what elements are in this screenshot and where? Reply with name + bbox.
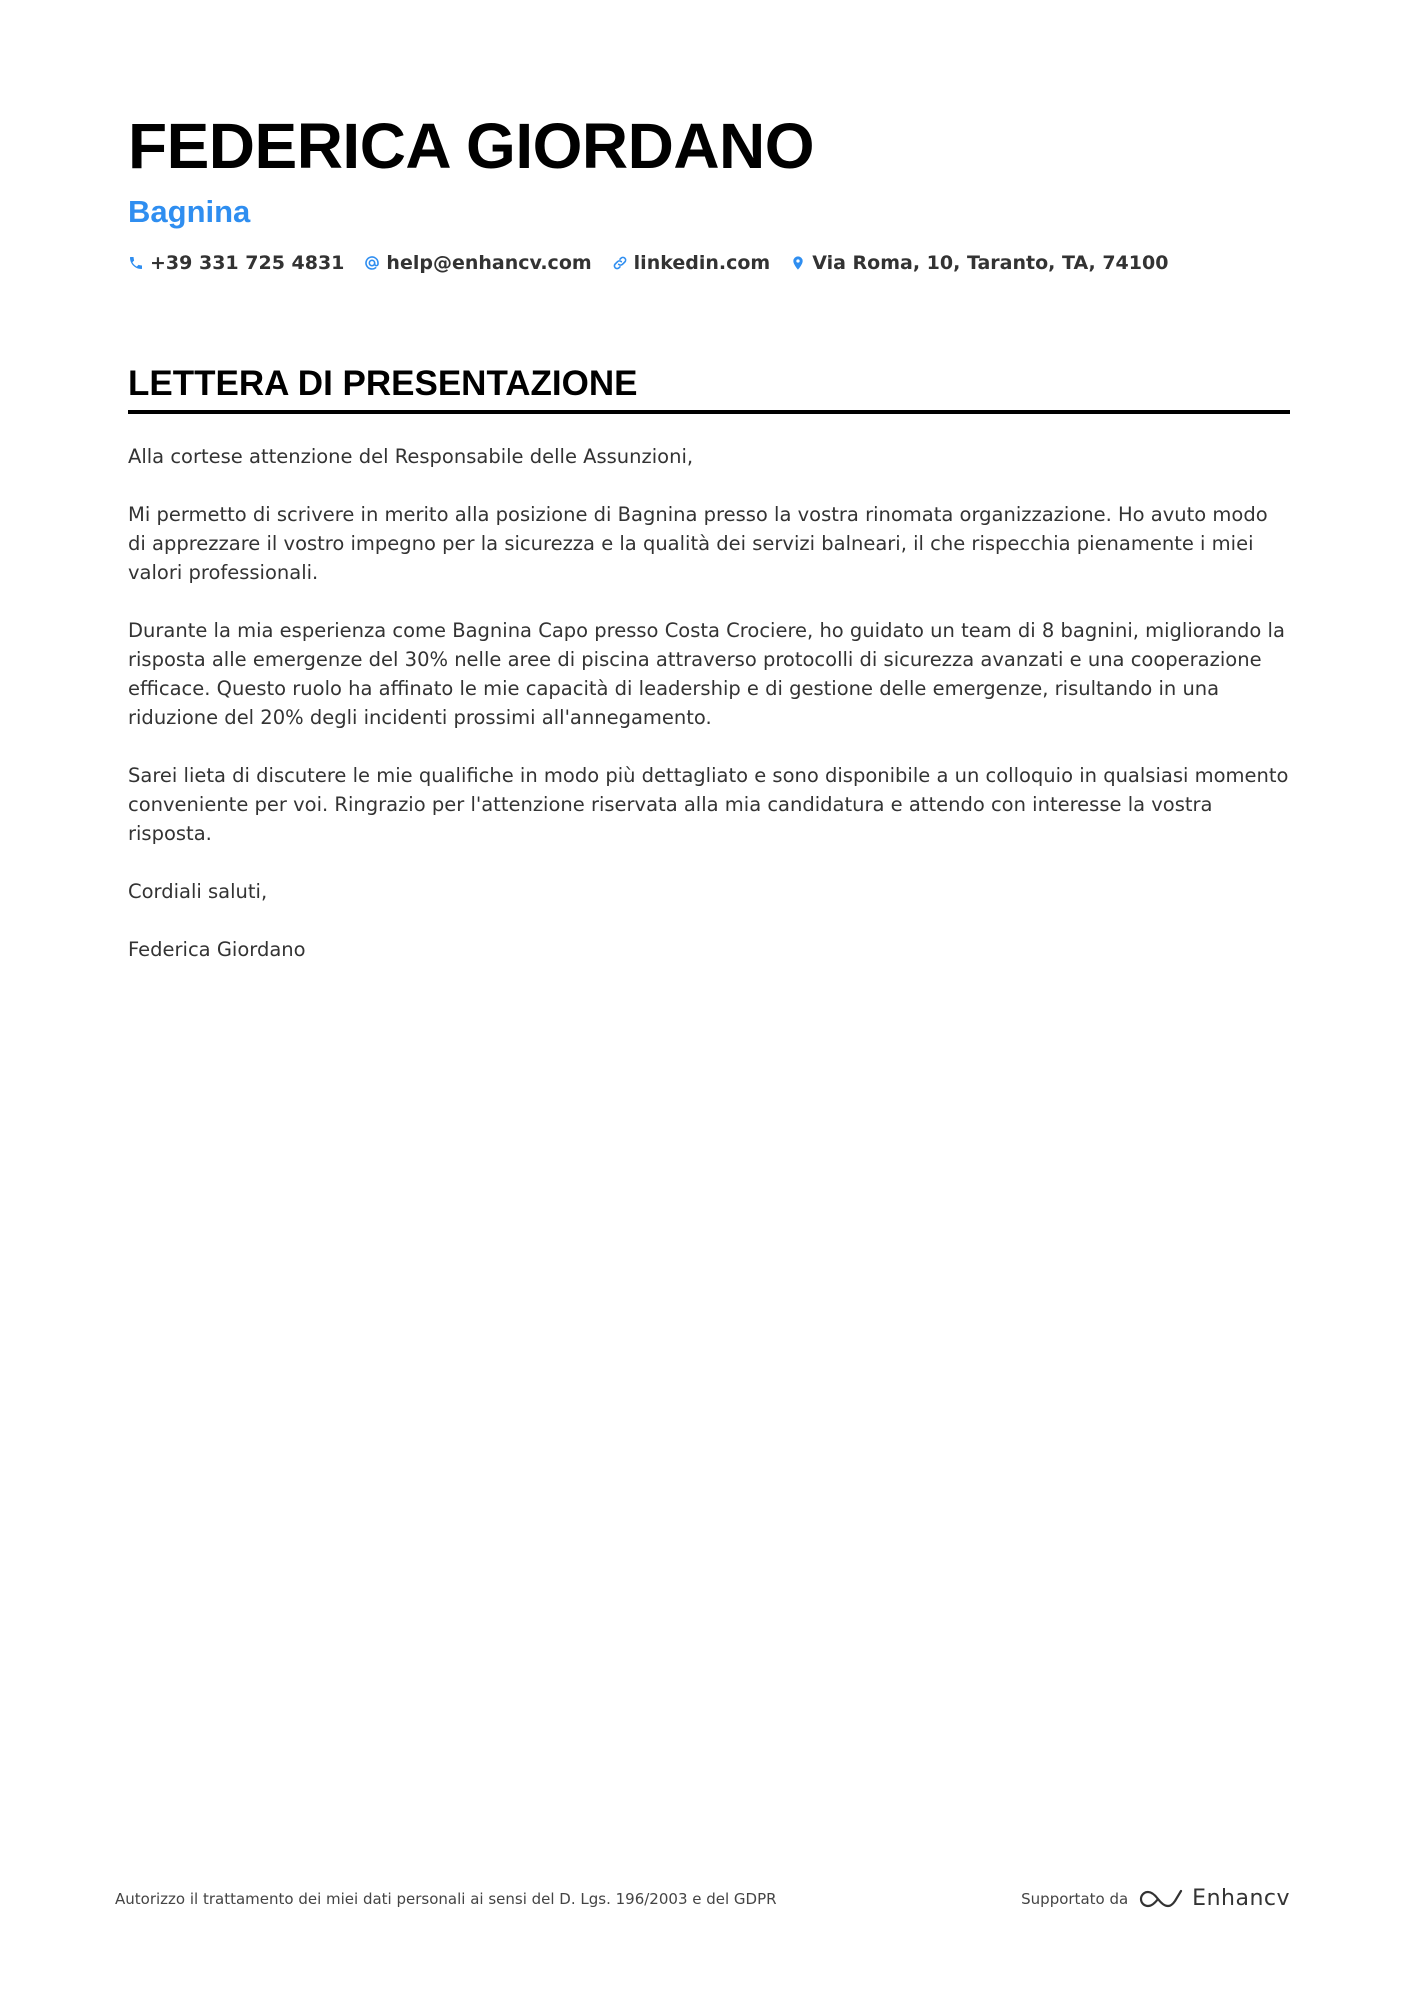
header bbox=[128, 108, 1288, 274]
enhancv-logo-icon bbox=[1138, 1887, 1184, 1911]
closing: Cordiali saluti, bbox=[128, 880, 268, 903]
contact-info bbox=[128, 252, 1288, 274]
link-icon bbox=[612, 255, 628, 271]
powered-by-label: Supportato da bbox=[1021, 1889, 1129, 1908]
email-address[interactable]: help@enhancv.com bbox=[386, 252, 592, 274]
contact-address bbox=[790, 252, 1168, 274]
letter-body bbox=[128, 442, 1290, 964]
contact-linkedin[interactable] bbox=[612, 252, 771, 274]
at-icon bbox=[364, 255, 380, 271]
brand-name: Enhancv bbox=[1192, 1886, 1290, 1911]
section-title: LETTERA DI PRESENTAZIONE bbox=[128, 362, 1290, 414]
signature: Federica Giordano bbox=[128, 938, 306, 961]
location-pin-icon bbox=[790, 255, 806, 271]
footer bbox=[115, 1886, 1290, 1911]
consent-text: Autorizzo il trattamento dei miei dati personali ai sensi del D. Lgs. 196/2003 e del GDPR bbox=[115, 1889, 777, 1908]
candidate-name: FEDERICA GIORDANO bbox=[128, 110, 815, 182]
paragraph-1: Mi permetto di scrivere in merito alla posizione di Bagnina presso la vostra rinomata organizzazione. Ho avuto modo di apprezzare il vostro impegno per la sicurezza e la qualità dei servizi balneari, il che rispecchia pienamente i miei valori professionali. bbox=[128, 503, 1268, 584]
paragraph-2: Durante la mia esperienza come Bagnina Capo presso Costa Crociere, ho guidato un team di 8 bagnini, migliorando la risposta alle emergenze del 30% nelle aree di piscina attraverso protocolli di sicurezza avanzati e una cooperazione efficace. Questo ruolo ha affinato le mie capacità di leadership e di gestione delle emergenze, risultando in una riduzione del 20% degli incidenti prossimi all'annegamento. bbox=[128, 619, 1285, 729]
brand-logo[interactable] bbox=[1138, 1886, 1290, 1911]
paragraph-3: Sarei lieta di discutere le mie qualifiche in modo più dettagliato e sono disponibile a un colloquio in qualsiasi momento conveniente per voi. Ringrazio per l'attenzione riservata alla mia candidatura e attendo con interesse la vostra risposta. bbox=[128, 764, 1289, 845]
contact-phone bbox=[128, 252, 344, 274]
phone-number: +39 331 725 4831 bbox=[150, 252, 345, 274]
phone-icon bbox=[128, 255, 144, 271]
linkedin-link[interactable]: linkedin.com bbox=[633, 252, 771, 274]
letter-section bbox=[128, 362, 1290, 993]
contact-email[interactable] bbox=[364, 252, 591, 274]
powered-by[interactable] bbox=[1021, 1886, 1290, 1911]
salutation: Alla cortese attenzione del Responsabile delle Assunzioni, bbox=[128, 445, 694, 468]
address: Via Roma, 10, Taranto, TA, 74100 bbox=[812, 252, 1169, 274]
job-title: Bagnina bbox=[128, 194, 251, 229]
